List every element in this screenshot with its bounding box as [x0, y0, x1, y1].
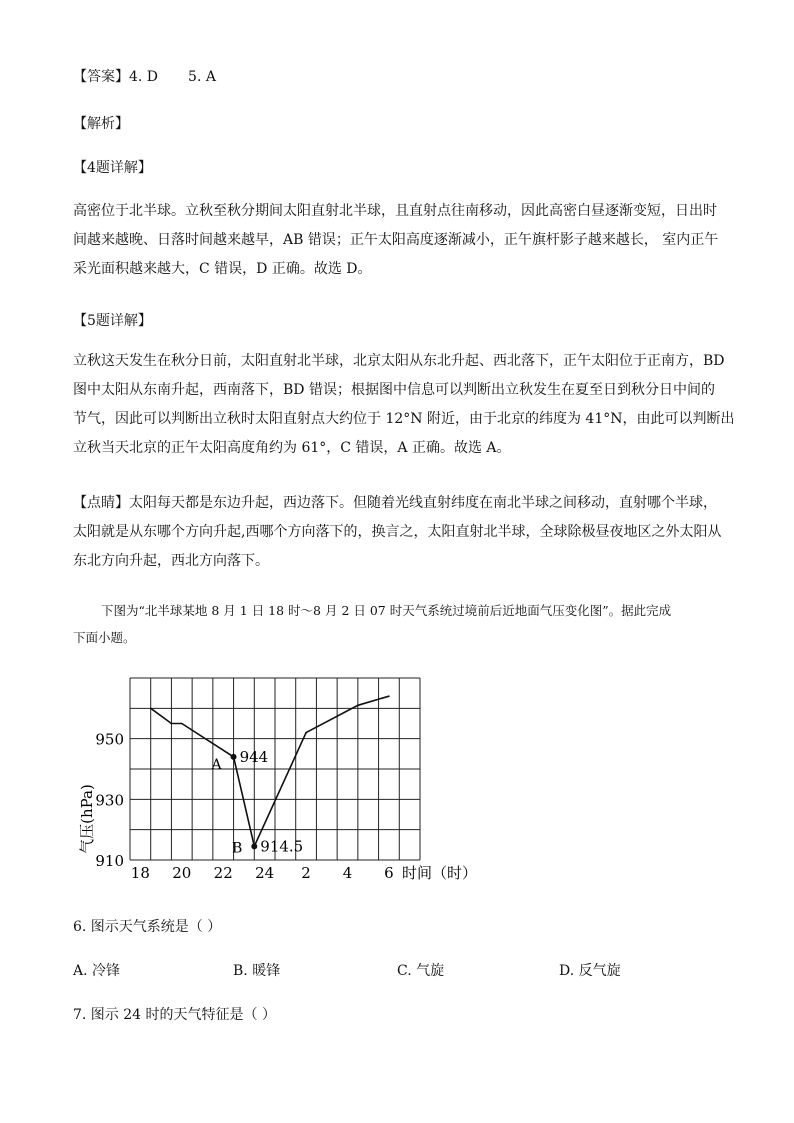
q7-stem: 7. 图示 24 时的天气特征是（ ） — [73, 1007, 276, 1023]
y-tick-label: 930 — [95, 791, 124, 810]
q6-option-d[interactable]: D. 反气旋 — [559, 963, 621, 979]
q4-explanation — [73, 197, 723, 284]
q6-option-c[interactable]: C. 气旋 — [397, 963, 445, 979]
answer-5: 5. A — [188, 69, 216, 85]
q5-line: 立秋当天北京的正午太阳高度角约为 61°，C 错误，A 正确。故选 A。 — [73, 440, 511, 456]
answer-line — [73, 66, 216, 86]
analysis-tag: 【解析】 — [73, 116, 129, 132]
answer-4: 4. D — [129, 69, 159, 85]
x-tick-label: 24 — [255, 864, 275, 882]
tip-line: 太阳就是从东哪个方向升起,西哪个方向落下的，换言之，太阳直射北半球，全球除极昼夜地区之外太阳从 — [73, 524, 722, 540]
q5-tag: 【5题详解】 — [73, 313, 152, 329]
q6-option-a[interactable]: A. 冷锋 — [73, 963, 121, 979]
q5-line: 节气，因此可以判断出立秋时太阳直射点大约位于 12°N 附近，由于北京的纬度为 41°N，由此可以判断出 — [73, 411, 735, 427]
q6-option-b[interactable]: B. 暖锋 — [233, 963, 281, 979]
x-tick-label: 4 — [342, 864, 353, 882]
annotation-point-b — [251, 843, 257, 849]
q4-tag: 【4题详解】 — [73, 160, 152, 176]
q4-line: 间越来越晚、日落时间越来越早，AB 错误；正午太阳高度逐渐减小，正午旗杆影子越来越长， 室内正午 — [73, 232, 719, 248]
pressure-chart — [0, 660, 794, 920]
tip-line: 东北方向升起，西北方向落下。 — [73, 553, 269, 569]
x-tick-label: 2 — [301, 864, 311, 882]
annotation-letter-b: B — [231, 840, 243, 857]
y-tick-label: 950 — [95, 730, 124, 749]
tip-tag: 【点睛】 — [73, 495, 129, 511]
tip-text: 太阳每天都是东边升起，西边落下。但随着光线直射纬度在南北半球之间移动，直射哪个半球， — [129, 495, 717, 511]
intro-line: 下图为“北半球某地 8 月 1 日 18 时～8 月 2 日 07 时天气系统过境前后近地面气压变化图”。据此完成 — [101, 603, 672, 618]
q4-line: 高密位于北半球。立秋至秋分期间太阳直射北半球，且直射点往南移动，因此高密白昼逐渐变短，日出时 — [73, 203, 717, 219]
x-tick-label: 18 — [130, 864, 150, 882]
annotation-value-b: 914.5 — [260, 837, 304, 856]
q5-line: 立秋这天发生在秋分日前，太阳直射北半球，北京太阳从东北升起、西北落下，正午太阳位于正南方，BD — [73, 353, 725, 369]
x-tick-label: 20 — [172, 864, 192, 882]
intro-line: 下面小题。 — [73, 630, 136, 645]
q5-explanation — [73, 347, 735, 463]
pressure-line — [151, 696, 389, 846]
q6-stem: 6. 图示天气系统是（ ） — [73, 919, 222, 935]
chart-intro — [73, 597, 723, 651]
data-point — [357, 705, 359, 707]
annotation-letter-a: A — [211, 756, 222, 773]
x-axis-title: 时间（时） — [402, 864, 478, 882]
y-tick-label: 910 — [95, 852, 124, 870]
annotation-point-a — [231, 754, 237, 760]
data-point — [305, 732, 307, 734]
tip-line — [73, 489, 723, 518]
data-point — [181, 723, 183, 725]
y-axis-title: 气压(hPa) — [78, 784, 96, 854]
data-point — [150, 708, 152, 710]
x-tick-label: 22 — [213, 864, 233, 882]
answer-tag: 【答案】 — [73, 69, 129, 85]
x-tick-label: 6 — [384, 864, 394, 882]
annotation-value-a: 944 — [239, 747, 269, 766]
q4-line: 采光面积越来越大，C 错误，D 正确。故选 D。 — [73, 261, 372, 277]
data-point — [388, 695, 390, 697]
q5-line: 图中太阳从东南升起，西南落下，BD 错误；根据图中信息可以判断出立秋发生在夏至日到秋分日中间的 — [73, 382, 715, 398]
tip-section — [73, 489, 723, 576]
data-point — [171, 723, 173, 725]
